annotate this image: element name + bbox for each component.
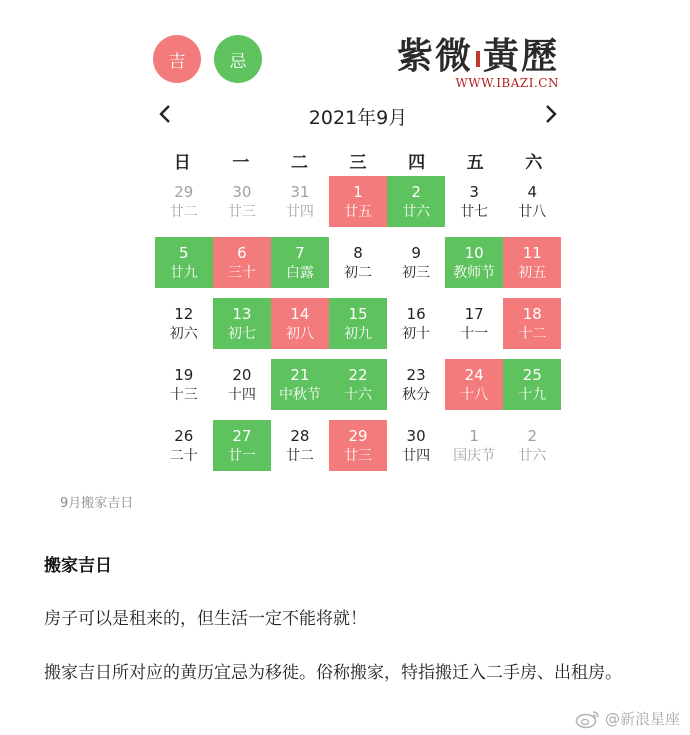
calendar-day-cell[interactable]	[271, 420, 329, 471]
calendar-day-cell[interactable]	[155, 237, 213, 288]
solar-date: 21	[290, 365, 310, 384]
brand-seal-mark	[476, 51, 480, 67]
lunar-date: 廿五	[344, 203, 373, 220]
paragraph-2: 搬家吉日所对应的黄历宜忌为移徙。俗称搬家，特指搬迁入二手房、出租房。	[44, 663, 622, 683]
paragraph-1: 房子可以是租来的，但生活一定不能将就！	[44, 609, 367, 629]
brand-title-part1: 紫微	[396, 35, 473, 77]
solar-date: 3	[469, 182, 479, 201]
brand-url: WWW.IBAZI.CN	[455, 76, 559, 90]
calendar-day-cell[interactable]	[445, 176, 503, 227]
next-month-button[interactable]	[539, 102, 563, 126]
solar-date: 13	[232, 304, 252, 323]
lunar-date: 廿二	[169, 203, 198, 220]
month-navigation	[143, 100, 573, 130]
chevron-right-icon	[544, 104, 558, 124]
lunar-date: 廿八	[518, 203, 547, 220]
calendar-day-cell[interactable]	[329, 359, 387, 410]
calendar-grid	[155, 176, 561, 481]
solar-date: 11	[522, 243, 542, 262]
lunar-date: 教师节	[453, 264, 496, 281]
brand-title-part2: 黃歷	[482, 35, 559, 77]
weekday-label: 日	[173, 153, 191, 173]
calendar-day-cell[interactable]	[445, 237, 503, 288]
solar-date: 28	[290, 426, 310, 445]
calendar-day-cell[interactable]	[387, 237, 445, 288]
calendar-week-row	[155, 298, 561, 359]
lunar-date: 国庆节	[453, 447, 496, 464]
calendar-day-cell[interactable]	[445, 298, 503, 349]
solar-date: 15	[348, 304, 368, 323]
lunar-date: 初五	[518, 264, 547, 281]
section-title: 搬家吉日	[44, 556, 112, 576]
calendar-day-cell[interactable]	[387, 298, 445, 349]
calendar-day-cell[interactable]	[445, 420, 503, 471]
lunar-date: 十三	[169, 386, 198, 403]
lunar-date: 秋分	[402, 386, 431, 403]
calendar-week-row	[155, 176, 561, 237]
calendar-day-cell[interactable]	[213, 237, 271, 288]
solar-date: 30	[406, 426, 426, 445]
brand-title	[397, 36, 559, 76]
image-caption: 9月搬家吉日	[60, 496, 134, 511]
lunar-date: 初六	[169, 325, 198, 342]
calendar-day-cell[interactable]	[155, 359, 213, 410]
lunar-date: 十六	[344, 386, 373, 403]
weekday-label: 五	[466, 153, 484, 173]
avoid-badge[interactable]	[214, 35, 262, 83]
lunar-date: 十九	[518, 386, 547, 403]
solar-date: 1	[353, 182, 363, 201]
brand-logo	[397, 36, 559, 90]
lunar-date: 十二	[518, 325, 547, 342]
calendar-day-cell[interactable]	[387, 420, 445, 471]
lunar-date: 白露	[285, 264, 314, 281]
lunar-date: 十一	[460, 325, 489, 342]
solar-date: 10	[464, 243, 484, 262]
lunar-date: 廿六	[518, 447, 547, 464]
weekday-label: 二	[290, 153, 308, 173]
solar-date: 17	[464, 304, 484, 323]
calendar-day-cell[interactable]	[503, 176, 561, 227]
solar-date: 5	[179, 243, 189, 262]
calendar-day-cell[interactable]	[155, 420, 213, 471]
solar-date: 26	[174, 426, 194, 445]
solar-date: 31	[290, 182, 310, 201]
calendar-day-cell[interactable]	[271, 176, 329, 227]
solar-date: 29	[348, 426, 368, 445]
solar-date: 24	[464, 365, 484, 384]
solar-date: 16	[406, 304, 426, 323]
solar-date: 30	[232, 182, 252, 201]
lunar-date: 廿一	[227, 447, 256, 464]
lunar-date: 初三	[402, 264, 431, 281]
lunar-date: 廿四	[402, 447, 431, 464]
solar-date: 23	[406, 365, 426, 384]
calendar-day-cell[interactable]	[213, 176, 271, 227]
calendar-day-cell[interactable]	[329, 298, 387, 349]
calendar-card	[143, 22, 573, 484]
calendar-day-cell[interactable]	[213, 359, 271, 410]
calendar-day-cell[interactable]	[387, 176, 445, 227]
calendar-day-cell[interactable]	[445, 359, 503, 410]
lunar-date: 初九	[344, 325, 373, 342]
month-title: 2021年9月	[308, 107, 408, 129]
calendar-day-cell[interactable]	[503, 298, 561, 349]
calendar-week-row	[155, 359, 561, 420]
lunar-date: 廿三	[227, 203, 256, 220]
calendar-day-cell[interactable]	[329, 420, 387, 471]
solar-date: 4	[527, 182, 538, 201]
calendar-day-cell[interactable]	[271, 298, 329, 349]
calendar-day-cell[interactable]	[387, 359, 445, 410]
lunar-date: 廿三	[344, 447, 373, 464]
weekday-label: 六	[525, 153, 543, 173]
calendar-day-cell[interactable]	[503, 237, 561, 288]
weekday-label: 一	[232, 153, 250, 173]
solar-date: 9	[411, 243, 421, 262]
calendar-day-cell[interactable]	[271, 359, 329, 410]
weekday-header	[153, 148, 563, 172]
ji-badge[interactable]	[153, 35, 201, 83]
calendar-day-cell[interactable]	[329, 176, 387, 227]
lunar-date: 十四	[227, 386, 256, 403]
solar-date: 14	[290, 304, 310, 323]
weibo-watermark	[575, 708, 680, 729]
lunar-date: 初七	[227, 325, 256, 342]
lunar-date: 廿六	[402, 203, 431, 220]
solar-date: 7	[295, 243, 305, 262]
lunar-date: 中秋节	[278, 386, 321, 403]
watermark-text: @新浪星座	[604, 710, 680, 728]
calendar-day-cell[interactable]	[503, 420, 561, 471]
ji-badge-label: 吉	[168, 51, 186, 72]
solar-date: 8	[353, 243, 363, 262]
calendar-day-cell[interactable]	[503, 359, 561, 410]
lunar-date: 初二	[344, 264, 373, 281]
solar-date: 2	[527, 426, 538, 445]
solar-date: 1	[469, 426, 479, 445]
lunar-date: 二十	[169, 447, 198, 464]
calendar-day-cell[interactable]	[329, 237, 387, 288]
lunar-date: 初十	[402, 325, 431, 342]
solar-date: 18	[522, 304, 542, 323]
calendar-day-cell[interactable]	[155, 176, 213, 227]
lunar-date: 十八	[460, 386, 489, 403]
calendar-day-cell[interactable]	[213, 298, 271, 349]
solar-date: 2	[411, 182, 421, 201]
lunar-date: 廿九	[169, 264, 198, 281]
lunar-date: 廿七	[460, 203, 489, 220]
solar-date: 20	[232, 365, 252, 384]
solar-date: 29	[174, 182, 194, 201]
solar-date: 25	[522, 365, 542, 384]
lunar-date: 初八	[285, 325, 314, 342]
solar-date: 22	[348, 365, 368, 384]
solar-date: 6	[237, 243, 247, 262]
lunar-date: 廿二	[285, 447, 314, 464]
avoid-badge-label: 忌	[229, 51, 247, 72]
calendar-week-row	[155, 420, 561, 481]
calendar-day-cell[interactable]	[213, 420, 271, 471]
calendar-day-cell[interactable]	[155, 298, 213, 349]
solar-date: 27	[232, 426, 252, 445]
solar-date: 12	[174, 304, 194, 323]
calendar-week-row	[155, 237, 561, 298]
calendar-day-cell[interactable]	[271, 237, 329, 288]
weibo-icon	[575, 709, 601, 729]
lunar-date: 三十	[227, 264, 256, 281]
weekday-label: 四	[408, 153, 426, 173]
lunar-date: 廿四	[285, 203, 314, 220]
weekday-label: 三	[349, 153, 367, 173]
solar-date: 19	[174, 365, 194, 384]
